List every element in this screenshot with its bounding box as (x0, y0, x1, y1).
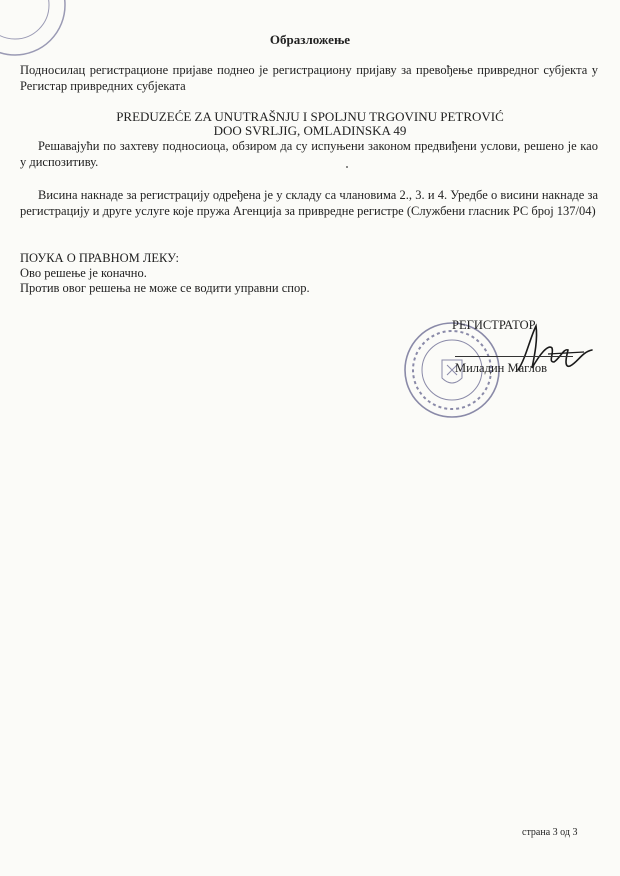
paragraph-fee: Висина накнаде за регистрацију одређена је у складу са члановима 2., 3. и 4. Уредбе о висини накнаде за регистрацију и друге услуге које пружа Агенција за привредне регистре (Службени гласник РС број 137/04) (20, 188, 598, 218)
legal-remedy-line2: Против овог решења не може се водити управни спор. (20, 281, 310, 295)
registrar-title: РЕГИСТРАТОР (452, 318, 536, 332)
paragraph-decision: Решавајући по захтеву подносиоца, обзиром да су испуњени законом предвиђени услови, решено је као у диспозитиву. (20, 139, 598, 169)
legal-remedy-line1: Ово решење је коначно. (20, 266, 147, 280)
page-title: Образложење (269, 32, 351, 47)
paragraph-application: Подносилац регистрационе пријаве поднео је регистрациону пријаву за превођење привредног субјекта у Регистар привредних субјеката (20, 63, 598, 93)
partial-stamp-top-left (0, 0, 70, 60)
company-name-line1: PREDUZEĆE ZA UNUTRAŠNJU I SPOLJNU TRGOVINU PETROVIĆ (116, 109, 504, 124)
signature-line (455, 356, 573, 357)
legal-remedy-title: ПОУКА О ПРАВНОМ ЛЕКУ: (20, 251, 179, 265)
company-name-line2: DOO SVRLJIG, OMLADINSKA 49 (213, 123, 407, 138)
page-number: страна 3 од 3 (522, 827, 578, 838)
speck (346, 166, 348, 168)
registrar-name: Миладин Маглов (455, 361, 547, 375)
